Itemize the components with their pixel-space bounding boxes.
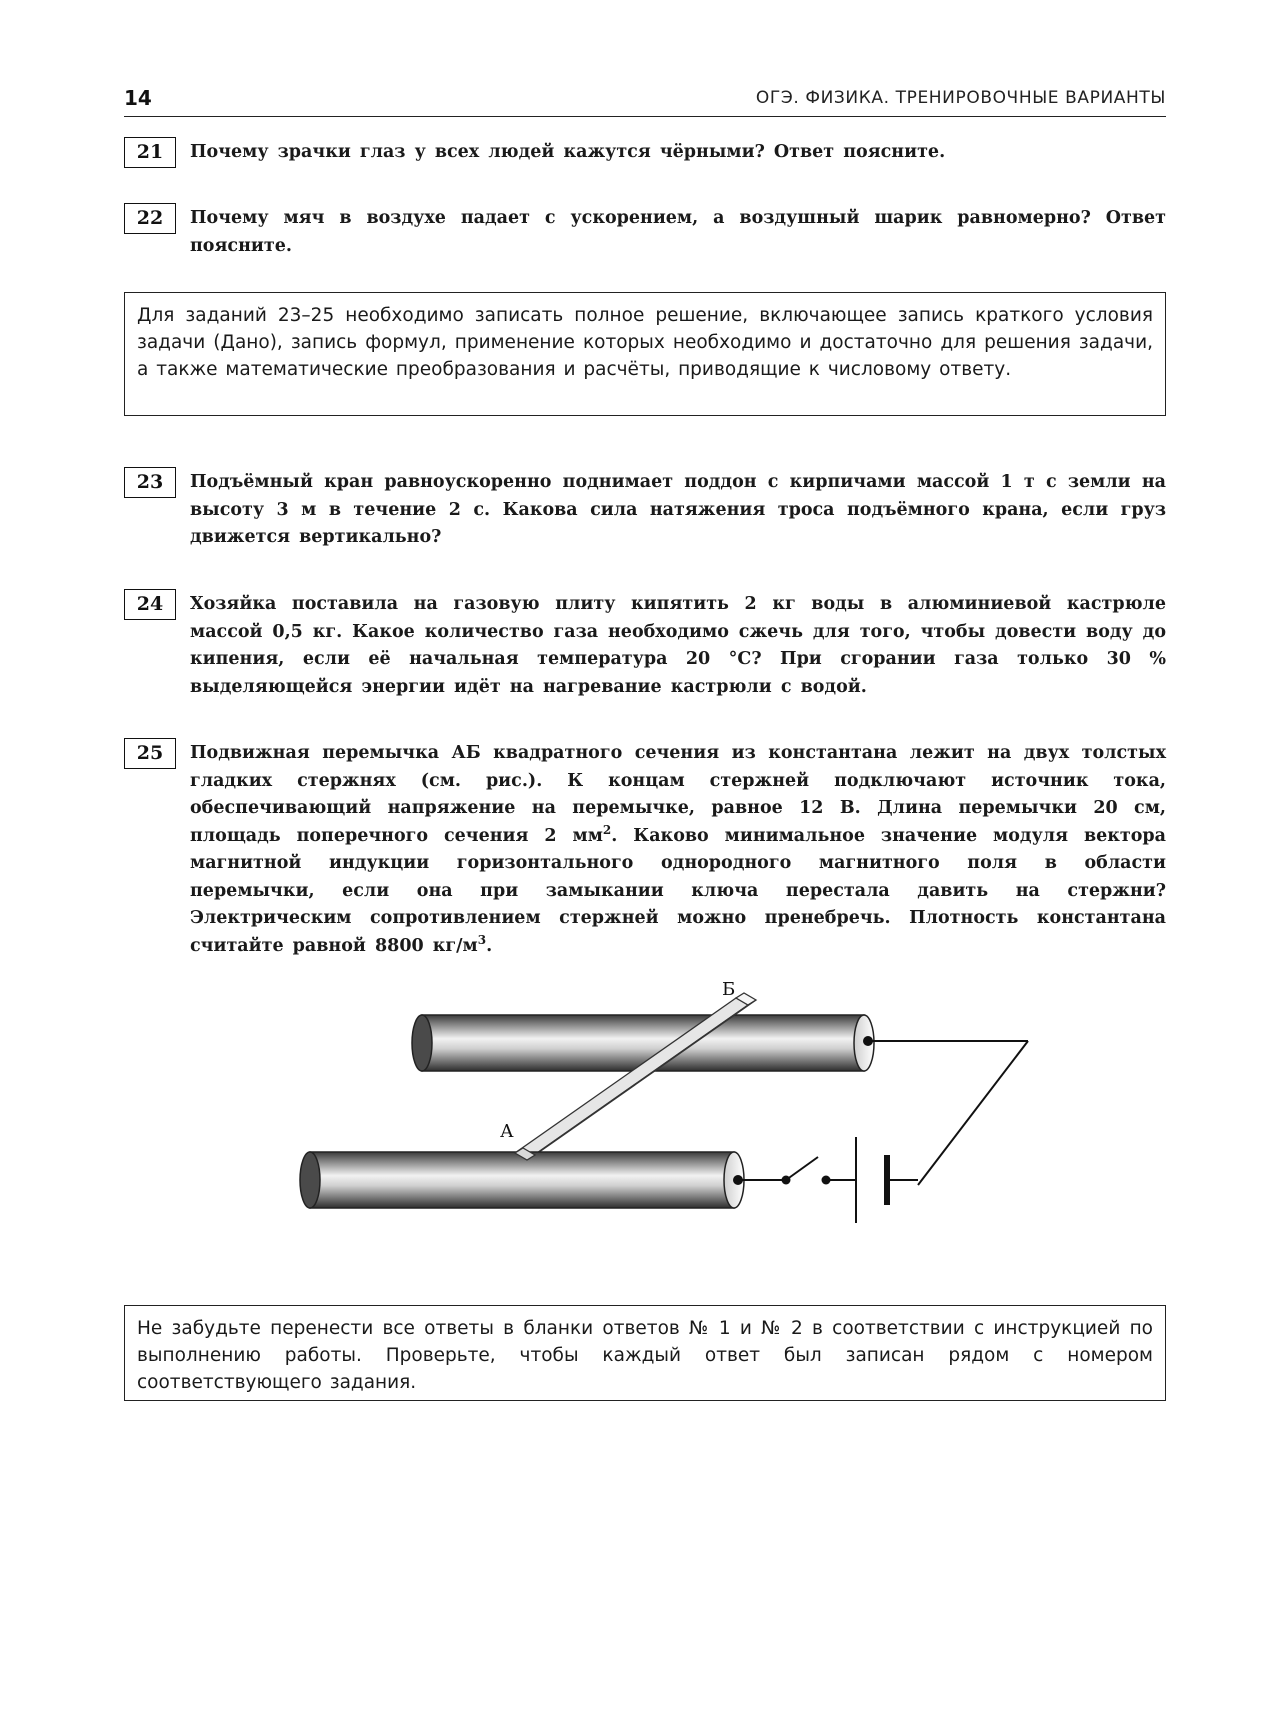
battery-icon [856,1137,887,1223]
task-text: Почему зрачки глаз у всех людей кажутся чёрными? Ответ поясните. [190,142,946,162]
task-number: 22 [124,203,176,234]
book-title: ОГЭ. ФИЗИКА. ТРЕНИРОВОЧНЫЕ ВАРИАНТЫ [755,88,1166,108]
task-number: 24 [124,589,176,620]
superscript: 3 [477,932,487,947]
terminal-dot [733,1175,743,1185]
label-a: А [500,1121,514,1142]
terminal-dot [863,1036,873,1046]
task-text-part: Подвижная перемычка АБ квадратного сечения из константана лежит на двух толстых гладких стержнях (см. рис.). К концам стержней подключают источник тока, обеспечивающий напряжение на перемычке, равное 12 В. Длина перемычки 20 см, площадь поперечного сечения 2 мм [190,743,1166,846]
task-text [190,740,1166,960]
full-solution-notice: Для заданий 23–25 необходимо записать полное решение, включающее запись краткого условия задачи (Дано), запись формул, применение которых необходимо и достаточно для решения задачи, а также математические преобразования и расчёты, приводящие к числовому ответу. [124,292,1166,416]
label-b: Б [722,979,736,1000]
page-number: 14 [124,86,152,110]
task-number: 23 [124,467,176,498]
task-number: 21 [124,137,176,168]
page-header [124,82,1166,117]
superscript: 2 [602,822,612,837]
task-number: 25 [124,738,176,769]
lower-rod [300,1152,744,1208]
circuit-diagram [290,975,1050,1245]
task-text-part: . [486,935,493,956]
task-text-part: . Каково минимальное значение модуля вектора магнитной индукции горизонтального однородного магнитного поля в области перемычки, если она при замыкании ключа перестала давить на стержни? Электрическим сопротивлением стержней можно пренебречь. Плотность константана считайте равной 8800 кг/м [190,825,1167,956]
circuit-figure [290,975,1050,1245]
transfer-answers-notice: Не забудьте перенести все ответы в бланки ответов № 1 и № 2 в соответствии с инструкцией по выполнению работы. Проверьте, чтобы каждый ответ был записан рядом с номером соответствующего задания. [124,1305,1166,1401]
task-text: Почему мяч в воздухе падает с ускорением, а воздушный шарик равномерно? Ответ поясните. [190,208,1166,256]
switch-contact [782,1176,791,1185]
switch-contact [822,1176,831,1185]
task-text: Хозяйка поставила на газовую плиту кипятить 2 кг воды в алюминиевой кастрюле массой 0,5 кг. Какое количество газа необходимо сжечь для того, чтобы довести воду до кипения, если её начальная температура 20 °С? При сгорании газа только 30 % выделяющейся энергии идёт на нагревание кастрюли с водой. [190,594,1166,697]
task-text: Подъёмный кран равноускоренно поднимает поддон с кирпичами массой 1 т с земли на высоту 3 м в течение 2 с. Какова сила натяжения троса подъёмного крана, если груз движется вертикально? [190,472,1166,547]
